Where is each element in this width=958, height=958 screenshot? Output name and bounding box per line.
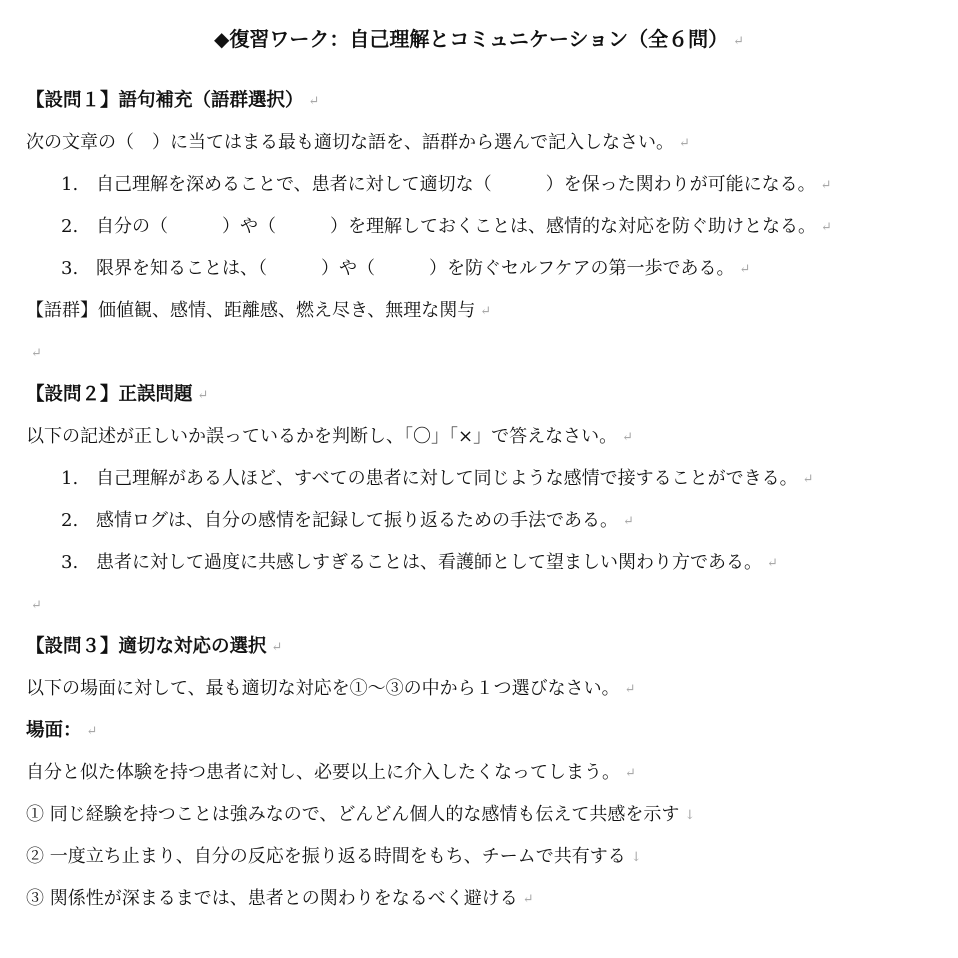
q2-instruction: 以下の記述が正しいか誤っているかを判断し、「〇」「×」で答えなさい。 ↵ <box>26 426 633 447</box>
q3-instruction: 以下の場面に対して、最も適切な対応を①〜③の中から１つ選びなさい。 ↵ <box>26 678 636 699</box>
q1-item: 1. 自己理解を深めることで、患者に対して適切な（ ）を保った関わりが可能になる。 ↵ <box>61 174 832 195</box>
q3-option: ① 同じ経験を持つことは強みなので、どんどん個人的な感情も伝えて共感を示す ↓ <box>26 804 696 825</box>
empty-paragraph: ↵ <box>31 598 42 613</box>
q3-heading: 【設問３】適切な対応の選択 ↵ <box>26 636 283 657</box>
q2-heading: 【設問２】正誤問題 ↵ <box>26 384 209 405</box>
empty-paragraph: ↵ <box>31 346 42 361</box>
word-bank: 【語群】価値観、感情、距離感、燃え尽き、無理な関与 ↵ <box>26 300 492 321</box>
q2-item: 3. 患者に対して過度に共感しすぎることは、看護師として望ましい関わり方である。 ↵ <box>61 552 778 573</box>
q2-item: 1. 自己理解がある人ほど、すべての患者に対して同じような感情で接することができる。 ↵ <box>61 468 814 489</box>
scene-text: 自分と似た体験を持つ患者に対し、必要以上に介入したくなってしまう。 ↵ <box>26 762 636 783</box>
q1-item: 2. 自分の（ ）や（ ）を理解しておくことは、感情的な対応を防ぐ助けとなる。 ↵ <box>61 216 832 237</box>
q2-item: 2. 感情ログは、自分の感情を記録して振り返るための手法である。 ↵ <box>61 510 634 531</box>
q1-item: 3. 限界を知ることは、（ ）や（ ）を防ぐセルフケアの第一歩である。 ↵ <box>61 258 751 279</box>
scene-label: 場面： ↵ <box>26 720 98 741</box>
q3-option: ③ 関係性が深まるまでは、患者との関わりをなるべく避ける ↵ <box>26 888 534 909</box>
q3-option: ② 一度立ち止まり、自分の反応を振り返る時間をもち、チームで共有する ↓ <box>26 846 642 867</box>
q1-heading: 【設問１】語句補充（語群選択） ↵ <box>26 90 320 111</box>
q1-instruction: 次の文章の（ ）に当てはまる最も適切な語を、語群から選んで記入しなさい。 ↵ <box>26 132 690 153</box>
worksheet-title: ◆復習ワーク：自己理解とコミュニケーション（全６問） ↵ <box>213 27 745 51</box>
